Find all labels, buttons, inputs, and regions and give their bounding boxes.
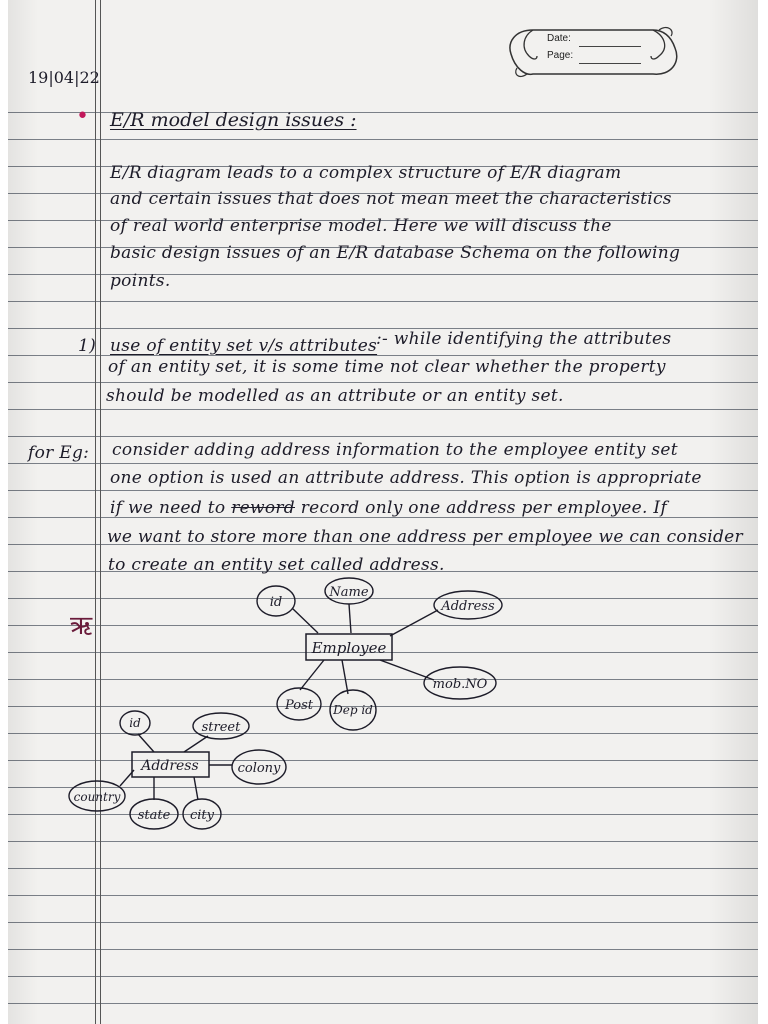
heading-bullet: •: [76, 104, 89, 129]
side-mark: ऋ: [70, 611, 93, 641]
notebook-page: [8, 0, 758, 1024]
attr-mobno: mob.NO: [432, 677, 488, 692]
intro-line: and certain issues that does not mean meet the characteristics: [110, 189, 672, 209]
example-label: for Eg:: [28, 443, 90, 463]
example-line: one option is used an attribute address. This option is appropriate: [110, 468, 702, 488]
date-label: Date:: [547, 33, 571, 44]
point-line: of an entity set, it is some time not clear whether the property: [108, 357, 666, 377]
example-text: if we need to: [110, 498, 226, 518]
intro-line: points.: [110, 271, 171, 291]
point-number: 1): [78, 336, 97, 356]
attr-id: id: [269, 595, 283, 610]
attr-address: Address: [441, 599, 495, 614]
written-date: 19|04|22: [28, 68, 100, 87]
attr-name: Name: [329, 585, 369, 600]
entity-employee: Employee: [311, 639, 387, 657]
entity-address: Address: [141, 758, 199, 774]
attr-depid: Dep id: [333, 703, 373, 717]
page-label: Page:: [547, 50, 574, 61]
intro-line: of real world enterprise model. Here we will discuss the: [110, 216, 612, 236]
attr-state: state: [137, 808, 171, 823]
point-title: use of entity set v/s attributes: [110, 336, 378, 356]
attr-street: street: [201, 720, 241, 735]
er-diagram-address: [8, 0, 758, 880]
attr-id: id: [129, 716, 141, 730]
attr-post: Post: [285, 698, 313, 713]
example-line: to create an entity set called address.: [108, 555, 445, 575]
section-heading: E/R model design issues :: [110, 109, 357, 131]
intro-line: basic design issues of an E/R database Schema on the following: [110, 243, 681, 263]
example-text: record only one address per employee. If: [300, 498, 668, 518]
point-line: should be modelled as an attribute or an entity set.: [106, 386, 564, 406]
struck-word: reword: [231, 498, 295, 518]
point-line: :- while identifying the attributes: [376, 329, 672, 349]
intro-line: E/R diagram leads to a complex structure of E/R diagram: [110, 163, 622, 183]
attr-country: country: [73, 790, 121, 804]
attr-colony: colony: [237, 761, 281, 776]
example-line: we want to store more than one address per employee we can consider: [107, 527, 743, 547]
example-line: consider adding address information to the employee entity set: [112, 440, 678, 460]
attr-city: city: [189, 808, 215, 823]
